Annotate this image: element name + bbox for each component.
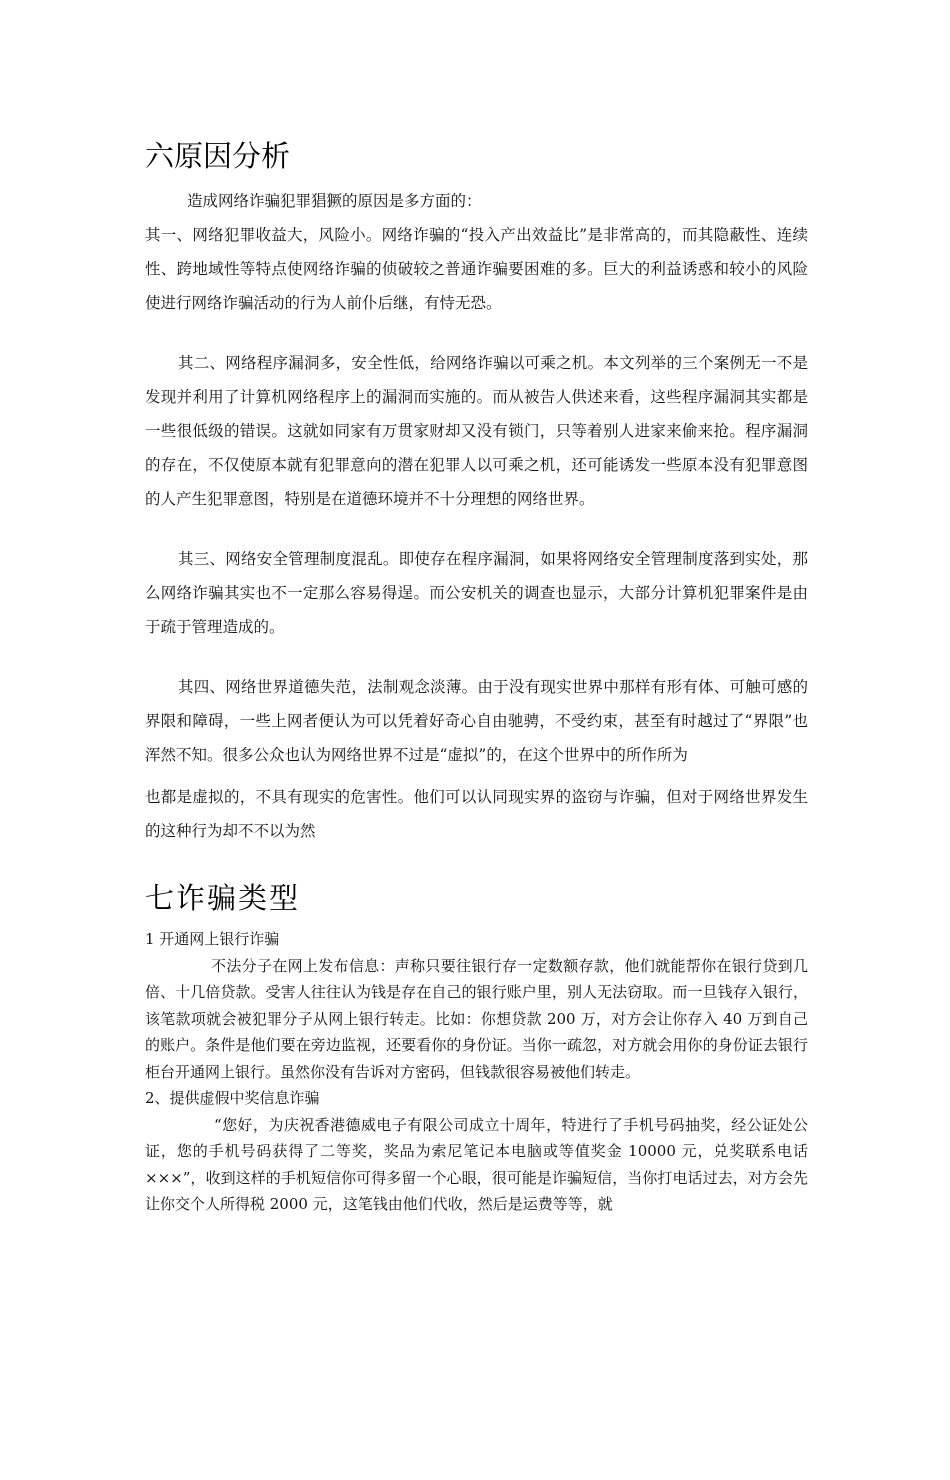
- section-seven-paragraph-1: 不法分子在网上发布信息：声称只要往银行存一定数额存款，他们就能帮你在银行贷到几倍、十几倍贷款。受害人往往认为钱是存在自己的银行账户里，别人无法窃取。而一旦钱存入银行，该笔款项就会被犯罪分子从网上银行转走。比如：你想贷款 200 万，对方会让你存入 40 万到自己的账户。条件是他们要在旁边监视，还要看你的身份证。当你一疏忽，对方就会用你的身份证去银行柜台开通网上银行。虽然你没有告诉对方密码，但钱款很容易被他们转走。: [145, 956, 808, 1081]
- section-six-heading: 六原因分析: [145, 139, 291, 173]
- section-six-paragraph-2: 其二、网络程序漏洞多，安全性低，给网络诈骗以可乘之机。本文列举的三个案例无一不是发现并利用了计算机网络程序上的漏洞而实施的。而从被告人供述来看，这些程序漏洞其实都是一些很低级的错误。这就如同家有万贯家财却又没有锁门，只等着别人进家来偷来抢。程序漏洞的存在，不仅使原本就有犯罪意向的潜在犯罪人以可乘之机，还可能诱发一些原本没有犯罪意图的人产生犯罪意图，特别是在道德环境并不十分理想的网络世界。: [145, 354, 808, 508]
- section-seven-subheading-2: 2、提供虚假中奖信息诈骗: [145, 1089, 320, 1107]
- document-page: [0, 136, 950, 1480]
- section-six-intro: 造成网络诈骗犯罪猖獗的原因是多方面的：: [187, 192, 482, 210]
- section-six-paragraph-4b: 也都是虚拟的，不具有现实的危害性。他们可以认同现实界的盗窃与诈骗，但对于网络世界发生的这种行为却不不以为然: [145, 788, 808, 840]
- section-seven-paragraph-2: “您好，为庆祝香港德威电子有限公司成立十周年，特进行了手机号码抽奖，经公证处公证，您的手机号码获得了二等奖，奖品为索尼笔记本电脑或等值奖金 10000 元，兑奖联系电话×××”，收到这样的手机短信你可得多留一个心眼，很可能是诈骗短信，当你打电话过去，对方会先让你交个人所得税 2000 元，这笔钱由他们代收，然后是运费等等，就: [145, 1115, 808, 1213]
- section-seven-heading: 七诈骗类型: [145, 881, 301, 915]
- section-seven-subheading-1: 1 开通网上银行诈骗: [145, 930, 280, 948]
- section-six-paragraph-3: 其三、网络安全管理制度混乱。即使存在程序漏洞，如果将网络安全管理制度落到实处，那么网络诈骗其实也不一定那么容易得逞。而公安机关的调查也显示，大部分计算机犯罪案件是由于疏于管理造成的。: [145, 550, 808, 636]
- section-six-paragraph-4a: 其四、网络世界道德失范，法制观念淡薄。由于没有现实世界中那样有形有体、可触可感的界限和障碍，一些上网者便认为可以凭着好奇心自由驰骋，不受约束，甚至有时越过了“界限”也浑然不知。很多公众也认为网络世界不过是“虚拟”的，在这个世界中的所作所为: [145, 678, 808, 764]
- section-six-paragraph-1: 其一、网络犯罪收益大，风险小。网络诈骗的“投入产出效益比”是非常高的，而其隐蔽性、连续性、跨地域性等特点使网络诈骗的侦破较之普通诈骗要困难的多。巨大的利益诱惑和较小的风险使进行网络诈骗活动的行为人前仆后继，有恃无恐。: [145, 226, 808, 312]
